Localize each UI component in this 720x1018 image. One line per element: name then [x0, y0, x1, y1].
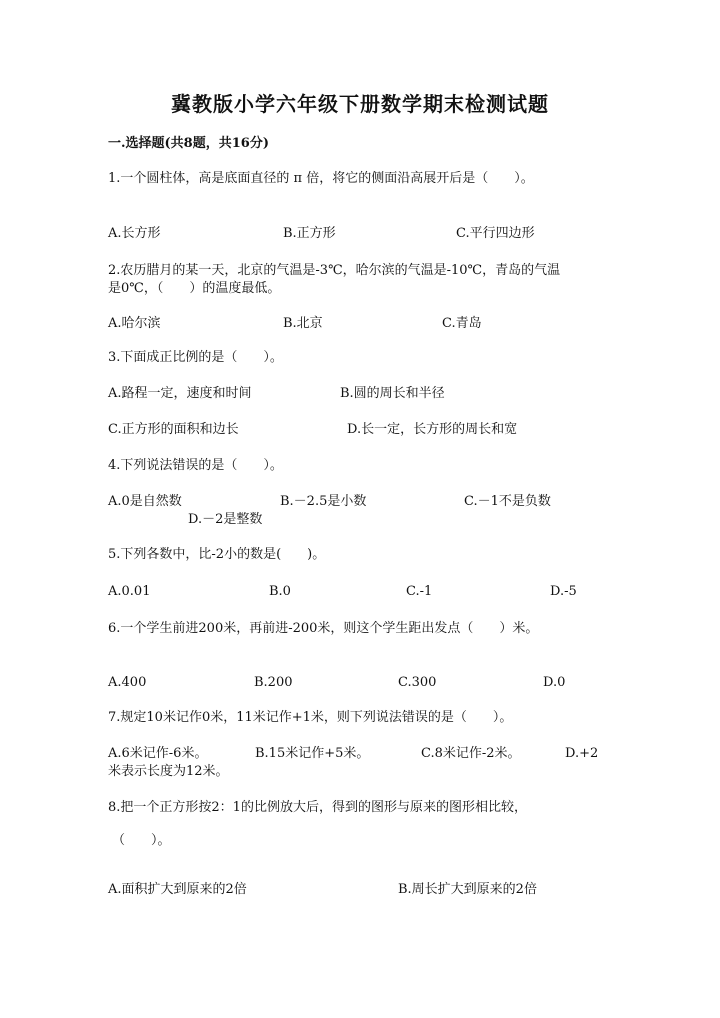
q2-option-c: C.青岛	[442, 316, 482, 331]
q2-option-a: A.哈尔滨	[108, 316, 161, 331]
q2-option-b: B.北京	[283, 316, 323, 331]
q5-option-b: B.0	[269, 584, 291, 599]
question-2-stem-line-1: 2.农历腊月的某一天，北京的气温是-3℃，哈尔滨的气温是-10℃，青岛的气温	[108, 263, 561, 278]
q3-option-a: A.路程一定，速度和时间	[108, 386, 252, 401]
question-1-stem: 1.一个圆柱体，高是底面直径的 π 倍，将它的侧面沿高展开后是（ ）。	[108, 171, 534, 186]
question-6-stem: 6.一个学生前进200米，再前进-200米，则这个学生距出发点（ ）米。	[108, 621, 539, 636]
page-title: 冀教版小学六年级下册数学期末检测试题	[171, 92, 549, 116]
q7-option-a: A.6米记作-6米。	[108, 746, 208, 761]
q5-option-d: D.-5	[550, 584, 577, 599]
question-7-stem: 7.规定10米记作0米，11米记作+1米，则下列说法错误的是（ ）。	[108, 710, 513, 725]
q1-option-a: A.长方形	[108, 226, 161, 241]
q3-option-b: B.圆的周长和半径	[340, 386, 445, 401]
q6-option-b: B.200	[254, 675, 293, 690]
q6-option-a: A.400	[108, 675, 147, 690]
q8-option-a: A.面积扩大到原来的2倍	[108, 882, 247, 897]
q4-option-b: B.－2.5是小数	[280, 494, 367, 509]
q6-option-d: D.0	[543, 675, 566, 690]
question-8-stem-line-2: （ ）。	[112, 833, 171, 848]
q7-option-c: C.8米记作-2米。	[421, 746, 521, 761]
question-3-stem: 3.下面成正比例的是（ ）。	[108, 350, 283, 365]
question-5-stem: 5.下列各数中，比-2小的数是( )。	[108, 547, 326, 562]
q5-option-a: A.0.01	[108, 584, 151, 599]
question-8-stem-line-1: 8.把一个正方形按2：1的比例放大后，得到的图形与原来的图形相比较，	[108, 800, 527, 815]
q7-option-d-continued: 米表示长度为12米。	[108, 764, 229, 779]
question-2-stem-line-2: 是0℃，（ ）的温度最低。	[108, 281, 281, 296]
question-4-stem: 4.下列说法错误的是（ ）。	[108, 458, 283, 473]
q7-option-b: B.15米记作+5米。	[255, 746, 370, 761]
section-heading: 一.选择题(共8题，共16分)	[108, 136, 269, 151]
q1-option-b: B.正方形	[283, 226, 336, 241]
q5-option-c: C.-1	[406, 584, 433, 599]
q4-option-d: D.－2是整数	[188, 512, 263, 527]
q7-option-d: D.+2	[565, 746, 599, 761]
q3-option-d: D.长一定，长方形的周长和宽	[347, 422, 518, 437]
q4-option-a: A.0是自然数	[108, 494, 182, 509]
q4-option-c: C.－1不是负数	[464, 494, 551, 509]
q3-option-c: C.正方形的面积和边长	[108, 422, 239, 437]
q1-option-c: C.平行四边形	[456, 226, 535, 241]
q6-option-c: C.300	[398, 675, 437, 690]
q8-option-b: B.周长扩大到原来的2倍	[398, 882, 537, 897]
